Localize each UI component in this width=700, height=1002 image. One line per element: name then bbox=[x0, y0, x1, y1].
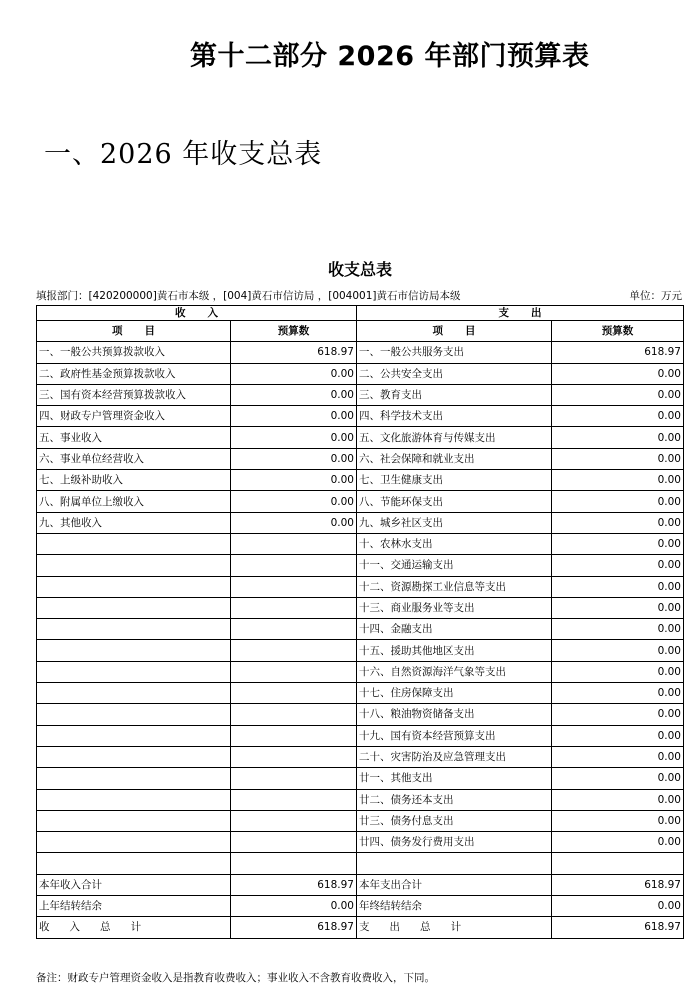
section-title: 一、2026 年收支总表 bbox=[44, 139, 323, 170]
expense-item-cell: 二十、灾害防治及应急管理支出 bbox=[357, 746, 552, 767]
expense-item-cell: 六、社会保障和就业支出 bbox=[357, 448, 552, 469]
income-value-cell: 0.00 bbox=[231, 384, 357, 405]
income-item-cell: 收 入 总 计 bbox=[37, 917, 231, 938]
expense-item-cell: 廿三、债务付息支出 bbox=[357, 810, 552, 831]
expense-value-cell: 0.00 bbox=[552, 704, 684, 725]
expense-item-header: 项 目 bbox=[357, 321, 552, 342]
table-row bbox=[37, 640, 684, 661]
income-item-cell: 二、政府性基金预算拨款收入 bbox=[37, 363, 231, 384]
table-row bbox=[37, 363, 684, 384]
table-row bbox=[37, 746, 684, 767]
expense-value-cell: 0.00 bbox=[552, 406, 684, 427]
income-item-cell bbox=[37, 661, 231, 682]
table-row bbox=[37, 832, 684, 853]
income-value-cell bbox=[231, 661, 357, 682]
table-row bbox=[37, 874, 684, 895]
income-value-cell bbox=[231, 746, 357, 767]
expense-item-cell: 三、教育支出 bbox=[357, 384, 552, 405]
expense-item-cell: 十二、资源勘探工业信息等支出 bbox=[357, 576, 552, 597]
expense-item-cell: 十四、金融支出 bbox=[357, 619, 552, 640]
expense-value-cell: 0.00 bbox=[552, 661, 684, 682]
income-value-cell bbox=[231, 576, 357, 597]
expense-item-cell: 十九、国有资本经营预算支出 bbox=[357, 725, 552, 746]
table-row bbox=[37, 576, 684, 597]
income-budget-header: 预算数 bbox=[231, 321, 357, 342]
unit-label: 单位：万元 bbox=[629, 290, 682, 302]
income-value-cell: 0.00 bbox=[231, 448, 357, 469]
income-item-cell bbox=[37, 789, 231, 810]
expense-value-cell: 0.00 bbox=[552, 746, 684, 767]
budget-table bbox=[36, 305, 684, 939]
expense-item-cell: 八、节能环保支出 bbox=[357, 491, 552, 512]
income-item-cell: 本年收入合计 bbox=[37, 874, 231, 895]
budget-table-body bbox=[37, 342, 684, 938]
expense-value-cell: 0.00 bbox=[552, 832, 684, 853]
income-item-cell: 一、一般公共预算拨款收入 bbox=[37, 342, 231, 363]
group-header-row bbox=[37, 306, 684, 321]
income-value-cell bbox=[231, 789, 357, 810]
income-item-cell: 六、事业单位经营收入 bbox=[37, 448, 231, 469]
income-item-cell bbox=[37, 704, 231, 725]
income-item-cell bbox=[37, 746, 231, 767]
expense-value-cell: 0.00 bbox=[552, 491, 684, 512]
income-value-cell bbox=[231, 704, 357, 725]
income-item-cell bbox=[37, 768, 231, 789]
table-row bbox=[37, 491, 684, 512]
income-item-cell: 八、附属单位上缴收入 bbox=[37, 491, 231, 512]
expense-value-cell: 0.00 bbox=[552, 363, 684, 384]
income-item-cell: 七、上级补助收入 bbox=[37, 470, 231, 491]
income-item-header: 项 目 bbox=[37, 321, 231, 342]
table-row bbox=[37, 533, 684, 554]
expense-value-cell: 0.00 bbox=[552, 512, 684, 533]
expense-item-cell: 五、文化旅游体育与传媒支出 bbox=[357, 427, 552, 448]
income-group-header: 收 入 bbox=[37, 306, 357, 321]
expense-item-cell: 一、一般公共服务支出 bbox=[357, 342, 552, 363]
income-value-cell bbox=[231, 853, 357, 874]
expense-item-cell bbox=[357, 853, 552, 874]
table-row bbox=[37, 853, 684, 874]
expense-value-cell: 0.00 bbox=[552, 789, 684, 810]
expense-value-cell: 0.00 bbox=[552, 448, 684, 469]
income-item-cell: 九、其他收入 bbox=[37, 512, 231, 533]
income-item-cell bbox=[37, 832, 231, 853]
income-item-cell bbox=[37, 725, 231, 746]
income-value-cell bbox=[231, 832, 357, 853]
expense-item-cell: 年终结转结余 bbox=[357, 896, 552, 917]
income-value-cell: 0.00 bbox=[231, 896, 357, 917]
expense-value-cell: 0.00 bbox=[552, 470, 684, 491]
table-row bbox=[37, 384, 684, 405]
income-item-cell: 三、国有资本经营预算拨款收入 bbox=[37, 384, 231, 405]
expense-item-cell: 十一、交通运输支出 bbox=[357, 555, 552, 576]
table-row bbox=[37, 555, 684, 576]
expense-value-cell: 0.00 bbox=[552, 768, 684, 789]
income-value-cell: 0.00 bbox=[231, 512, 357, 533]
expense-value-cell: 0.00 bbox=[552, 619, 684, 640]
expense-value-cell: 0.00 bbox=[552, 640, 684, 661]
income-value-cell: 0.00 bbox=[231, 491, 357, 512]
expense-value-cell: 0.00 bbox=[552, 597, 684, 618]
income-value-cell: 618.97 bbox=[231, 342, 357, 363]
expense-item-cell: 二、公共安全支出 bbox=[357, 363, 552, 384]
expense-item-cell: 廿二、债务还本支出 bbox=[357, 789, 552, 810]
table-row bbox=[37, 406, 684, 427]
income-item-cell: 五、事业收入 bbox=[37, 427, 231, 448]
expense-value-cell: 0.00 bbox=[552, 725, 684, 746]
table-row bbox=[37, 896, 684, 917]
expense-value-cell: 0.00 bbox=[552, 427, 684, 448]
income-value-cell bbox=[231, 533, 357, 554]
income-value-cell bbox=[231, 555, 357, 576]
income-item-cell bbox=[37, 640, 231, 661]
expense-item-cell: 本年支出合计 bbox=[357, 874, 552, 895]
table-row bbox=[37, 810, 684, 831]
table-row bbox=[37, 661, 684, 682]
table-row bbox=[37, 597, 684, 618]
expense-value-cell: 0.00 bbox=[552, 576, 684, 597]
part-title: 第十二部分 2026 年部门预算表 bbox=[190, 41, 590, 72]
income-value-cell bbox=[231, 725, 357, 746]
income-value-cell bbox=[231, 768, 357, 789]
column-header-row bbox=[37, 321, 684, 342]
table-row bbox=[37, 619, 684, 640]
table-row bbox=[37, 342, 684, 363]
expense-item-cell: 十六、自然资源海洋气象等支出 bbox=[357, 661, 552, 682]
income-item-cell bbox=[37, 555, 231, 576]
income-value-cell: 0.00 bbox=[231, 427, 357, 448]
expense-item-cell: 支 出 总 计 bbox=[357, 917, 552, 938]
expense-item-cell: 十八、粮油物资储备支出 bbox=[357, 704, 552, 725]
income-item-cell bbox=[37, 533, 231, 554]
footnote: 备注：财政专户管理资金收入是指教育收费收入；事业收入不含教育收费收入，下同。 bbox=[36, 972, 435, 984]
expense-value-cell: 0.00 bbox=[552, 555, 684, 576]
expense-item-cell: 十、农林水支出 bbox=[357, 533, 552, 554]
income-value-cell bbox=[231, 597, 357, 618]
table-meta bbox=[36, 288, 682, 304]
expense-item-cell: 廿四、债务发行费用支出 bbox=[357, 832, 552, 853]
income-value-cell: 618.97 bbox=[231, 917, 357, 938]
income-value-cell: 0.00 bbox=[231, 470, 357, 491]
table-row bbox=[37, 512, 684, 533]
expense-item-cell: 廿一、其他支出 bbox=[357, 768, 552, 789]
income-value-cell bbox=[231, 619, 357, 640]
expense-value-cell: 0.00 bbox=[552, 533, 684, 554]
expense-value-cell: 618.97 bbox=[552, 874, 684, 895]
table-row bbox=[37, 768, 684, 789]
table-row bbox=[37, 789, 684, 810]
expense-item-cell: 九、城乡社区支出 bbox=[357, 512, 552, 533]
income-item-cell bbox=[37, 810, 231, 831]
income-item-cell: 四、财政专户管理资金收入 bbox=[37, 406, 231, 427]
income-value-cell bbox=[231, 640, 357, 661]
expense-group-header: 支 出 bbox=[357, 306, 684, 321]
income-value-cell: 618.97 bbox=[231, 874, 357, 895]
income-item-cell bbox=[37, 683, 231, 704]
income-value-cell bbox=[231, 810, 357, 831]
income-item-cell bbox=[37, 853, 231, 874]
expense-value-cell: 0.00 bbox=[552, 384, 684, 405]
expense-value-cell bbox=[552, 853, 684, 874]
table-row bbox=[37, 725, 684, 746]
table-row bbox=[37, 917, 684, 938]
expense-item-cell: 七、卫生健康支出 bbox=[357, 470, 552, 491]
income-value-cell: 0.00 bbox=[231, 363, 357, 384]
expense-value-cell: 0.00 bbox=[552, 896, 684, 917]
income-value-cell: 0.00 bbox=[231, 406, 357, 427]
table-row bbox=[37, 448, 684, 469]
income-item-cell: 上年结转结余 bbox=[37, 896, 231, 917]
table-title: 收支总表 bbox=[327, 260, 392, 279]
expense-value-cell: 0.00 bbox=[552, 683, 684, 704]
expense-item-cell: 十三、商业服务业等支出 bbox=[357, 597, 552, 618]
expense-value-cell: 618.97 bbox=[552, 342, 684, 363]
filing-unit: 填报部门：[420200000]黄石市本级 ，[004]黄石市信访局 ，[004001]黄石市信访局本级 bbox=[36, 290, 461, 302]
expense-item-cell: 四、科学技术支出 bbox=[357, 406, 552, 427]
expense-value-cell: 0.00 bbox=[552, 810, 684, 831]
table-row bbox=[37, 470, 684, 491]
income-item-cell bbox=[37, 619, 231, 640]
expense-value-cell: 618.97 bbox=[552, 917, 684, 938]
income-value-cell bbox=[231, 683, 357, 704]
expense-budget-header: 预算数 bbox=[552, 321, 684, 342]
expense-item-cell: 十七、住房保障支出 bbox=[357, 683, 552, 704]
table-row bbox=[37, 683, 684, 704]
table-row bbox=[37, 704, 684, 725]
table-row bbox=[37, 427, 684, 448]
income-item-cell bbox=[37, 576, 231, 597]
income-item-cell bbox=[37, 597, 231, 618]
expense-item-cell: 十五、援助其他地区支出 bbox=[357, 640, 552, 661]
